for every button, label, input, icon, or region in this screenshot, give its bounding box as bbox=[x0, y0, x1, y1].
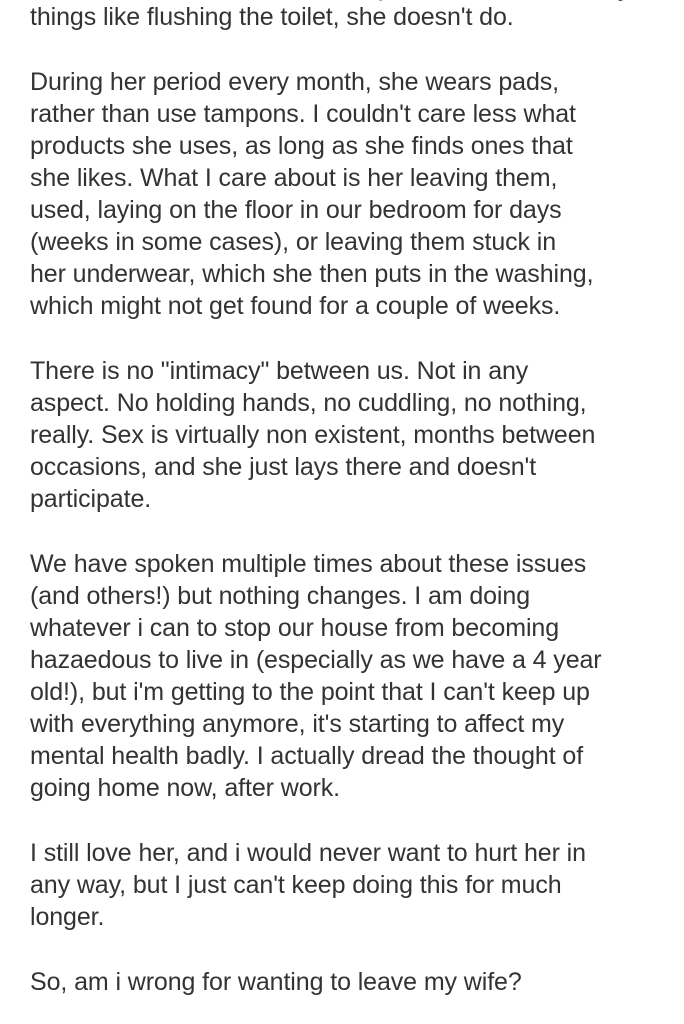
paragraph bbox=[30, 1, 660, 33]
text-line: used, laying on the floor in our bedroom for days bbox=[30, 196, 562, 224]
text-line: There is no "intimacy" between us. Not in any bbox=[30, 357, 529, 385]
text-line: products she uses, as long as she finds ones that bbox=[30, 132, 573, 160]
text-line: with everything anymore, it's starting to affect my bbox=[30, 710, 565, 738]
text-line: rather than use tampons. I couldn't care less what bbox=[30, 100, 576, 128]
text-line: going home now, after work. bbox=[30, 774, 340, 802]
paragraph bbox=[30, 355, 660, 515]
text-line: she likes. What I care about is her leaving them, bbox=[30, 164, 558, 192]
text-line: occasions, and she just lays there and doesn't bbox=[30, 453, 537, 481]
paragraph bbox=[30, 966, 660, 998]
text-line: So, am i wrong for wanting to leave my wife? bbox=[30, 968, 522, 996]
text-line: I still love her, and i would never want to hurt her in bbox=[30, 839, 586, 867]
text-line: hazaedous to live in (especially as we have a 4 year bbox=[30, 646, 602, 674]
text-line: We have spoken multiple times about these issues bbox=[30, 550, 587, 578]
text-line: her underwear, which she then puts in the washing, bbox=[30, 260, 594, 288]
text-line: During her period every month, she wears pads, bbox=[30, 68, 560, 96]
text-line: things like flushing the toilet, she doesn't do. bbox=[30, 3, 514, 31]
text-line: really. Sex is virtually non existent, months between bbox=[30, 421, 596, 449]
text-line: any way, but I just can't keep doing this for much bbox=[30, 871, 562, 899]
paragraph bbox=[30, 837, 660, 933]
text-line: participate. bbox=[30, 485, 152, 513]
text-line: mental health badly. I actually dread the thought of bbox=[30, 742, 584, 770]
text-line: old!), but i'm getting to the point that I can't keep up bbox=[30, 678, 590, 706]
text-line: (and others!) but nothing changes. I am doing bbox=[30, 582, 530, 610]
text-line: whatever i can to stop our house from becoming bbox=[30, 614, 560, 642]
text-line: (weeks in some cases), or leaving them stuck in bbox=[30, 228, 557, 256]
paragraph bbox=[30, 66, 660, 322]
text-line: longer. bbox=[30, 903, 105, 931]
text-line: aspect. No holding hands, no cuddling, no nothing, bbox=[30, 389, 587, 417]
text-line: which might not get found for a couple of weeks. bbox=[30, 292, 561, 320]
paragraph bbox=[30, 548, 660, 804]
